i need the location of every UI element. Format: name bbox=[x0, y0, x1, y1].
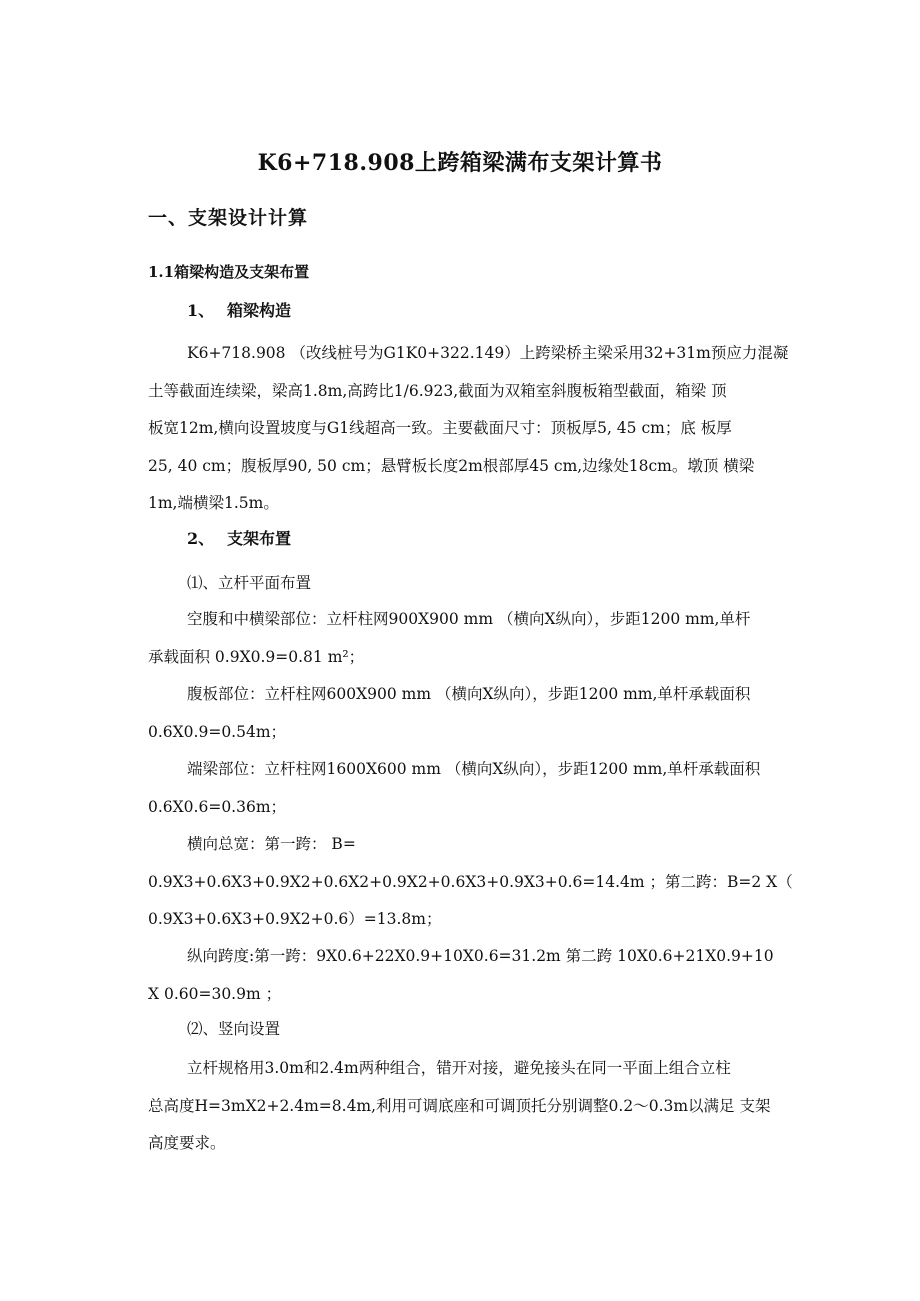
paragraph-line: 0.9X3+0.6X3+0.9X2+0.6X2+0.9X2+0.6X3+0.9X3+0.6=14.4m ；第二跨：B=2 X（ bbox=[148, 872, 793, 891]
paragraph-line: 土等截面连续梁，梁高1.8m,高跨比1/6.923,截面为双箱室斜腹板箱型截面，箱梁 顶 bbox=[148, 381, 727, 400]
vertical-setup-paragraph bbox=[148, 1050, 834, 1163]
end-beam-paragraph bbox=[148, 751, 834, 826]
subitem-vertical-setup: ⑵、竖向设置 bbox=[187, 1020, 281, 1038]
web-plate-paragraph bbox=[148, 676, 834, 751]
paragraph-line: 0.9X3+0.6X3+0.9X2+0.6）=13.8m； bbox=[148, 910, 442, 928]
paragraph-line: 1m,端横梁1.5m。 bbox=[148, 494, 279, 512]
document-title: K6+718.908上跨箱梁满布支架计算书 bbox=[257, 150, 663, 176]
item-heading-support-layout bbox=[187, 526, 291, 549]
item-heading-box-girder bbox=[187, 298, 291, 321]
box-girder-paragraph bbox=[148, 335, 834, 523]
paragraph-line: 承载面积 0.9X0.9=0.81 m²； bbox=[148, 647, 365, 666]
item-label: 箱梁构造 bbox=[227, 301, 292, 320]
paragraph-line: X 0.60=30.9m ； bbox=[148, 984, 282, 1003]
hollow-web-paragraph bbox=[148, 601, 834, 676]
paragraph-line: 纵向跨度:第一跨：9X0.6+22X0.9+10X0.6=31.2m 第二跨 10X0.6+21X0.9+10 bbox=[187, 947, 774, 965]
subitem-plane-layout: ⑴、立杆平面布置 bbox=[187, 574, 312, 592]
paragraph-line: 25, 40 cm；腹板厚90, 50 cm；悬臂板长度2m根部厚45 cm,边缘处18cm。墩顶 横梁 bbox=[148, 456, 755, 475]
longitudinal-span-paragraph bbox=[148, 938, 834, 1013]
item-number: 2、 bbox=[187, 529, 215, 548]
paragraph-line: 端梁部位：立杆柱网1600X600 mm （横向X纵向），步距1200 mm,单杆承载面积 bbox=[187, 760, 761, 778]
item-number: 1、 bbox=[187, 301, 215, 320]
paragraph-line: 腹板部位：立杆柱网600X900 mm （横向X纵向），步距1200 mm,单杆承载面积 bbox=[187, 685, 751, 703]
paragraph-line: 空腹和中横梁部位：立杆柱网900X900 mm （横向X纵向），步距1200 mm,单杆 bbox=[187, 610, 751, 628]
paragraph-line: 0.6X0.6=0.36m； bbox=[148, 797, 287, 816]
paragraph-line: 总高度H=3mX2+2.4m=8.4m,利用可调底座和可调顶托分别调整0.2〜0.3m以满足 支架 bbox=[148, 1096, 771, 1115]
paragraph-line: 板宽12m,横向设置坡度与G1线超高一致。主要截面尺寸：顶板厚5, 45 cm；底 板厚 bbox=[148, 419, 732, 437]
paragraph-line: 高度要求。 bbox=[148, 1134, 226, 1152]
transverse-width-paragraph bbox=[148, 826, 834, 939]
item-label: 支架布置 bbox=[227, 529, 292, 548]
paragraph-line: 横向总宽：第一跨： B= bbox=[187, 835, 356, 853]
paragraph-line: 0.6X0.9=0.54m； bbox=[148, 722, 287, 741]
subsection-heading: 1.1箱梁构造及支架布置 bbox=[148, 263, 310, 281]
paragraph-line: K6+718.908 （改线桩号为G1K0+322.149）上跨梁桥主梁采用32+31m预应力混凝 bbox=[187, 344, 789, 362]
paragraph-line: 立杆规格用3.0m和2.4m两种组合，错开对接，避免接头在同一平面上组合立柱 bbox=[187, 1059, 731, 1077]
section-heading: 一、支架设计计算 bbox=[148, 207, 309, 229]
